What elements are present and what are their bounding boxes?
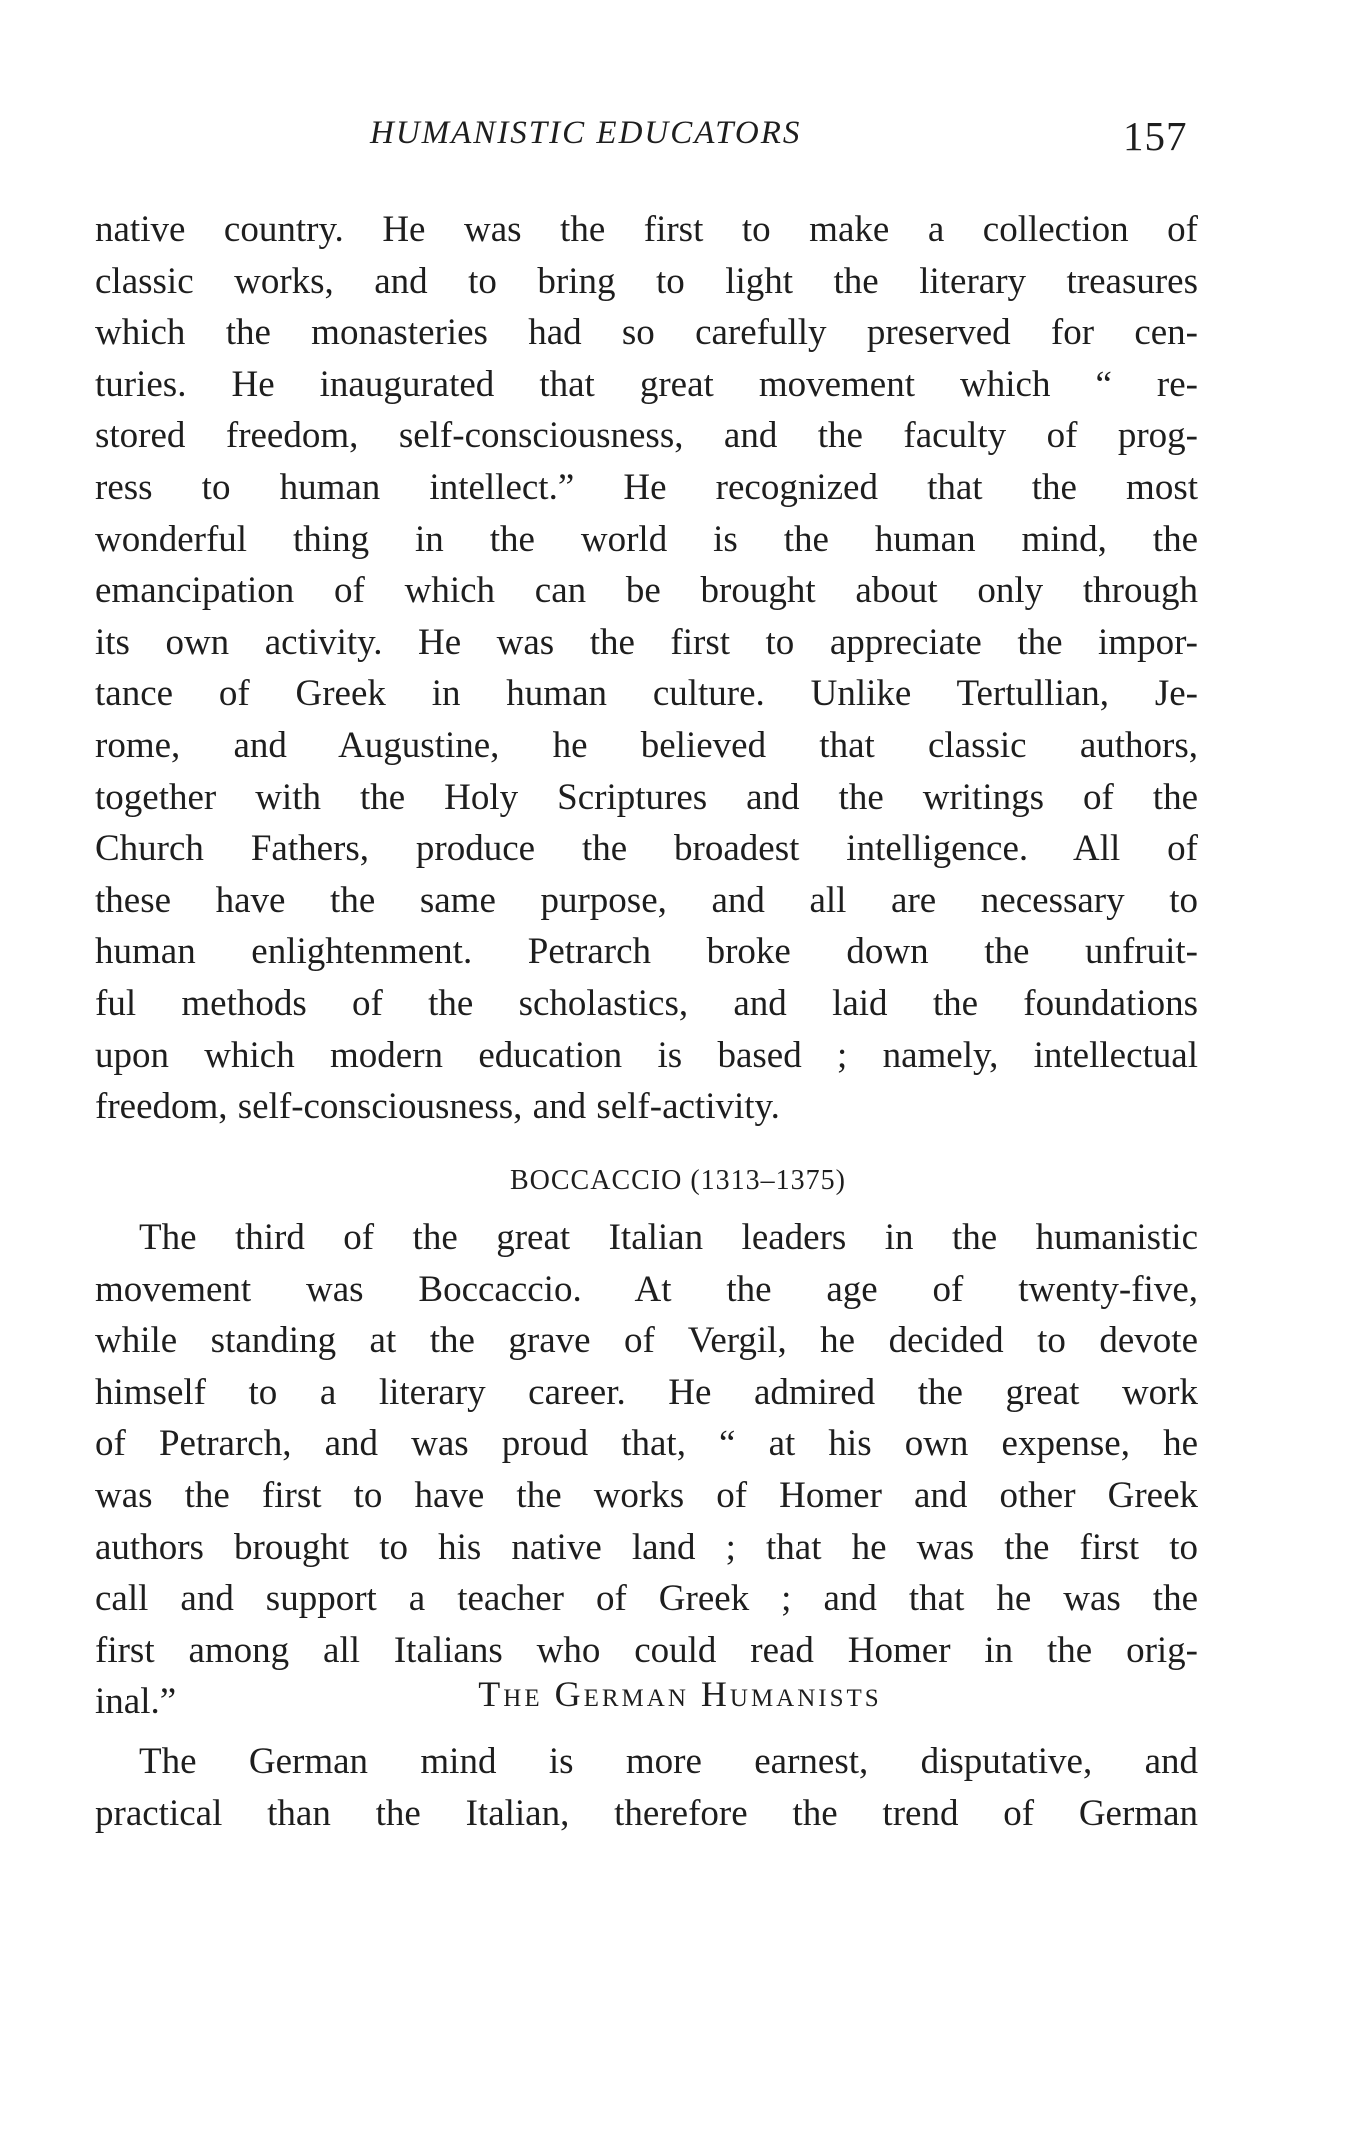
text-line: together with the Holy Scriptures and the writings of the xyxy=(95,776,1198,818)
paragraph-boccaccio xyxy=(95,1212,1198,1728)
text-line: authors brought to his native land ; that he was the first to xyxy=(95,1526,1198,1568)
text-line: himself to a literary career. He admired the great work xyxy=(95,1371,1198,1413)
text-line: The third of the great Italian leaders in the humanistic xyxy=(139,1217,1198,1258)
text-line: classic works, and to bring to light the literary treasures xyxy=(95,260,1198,302)
text-line: turies. He inaugurated that great movement which “ re- xyxy=(95,363,1198,405)
text-line: of Petrarch, and was proud that, “ at his own expense, he xyxy=(95,1423,1198,1465)
text-line: freedom, self-consciousness, and self-activity. xyxy=(95,1086,780,1128)
text-line: The German mind is more earnest, disputative, and xyxy=(139,1741,1198,1782)
text-line: ful methods of the scholastics, and laid the foundations xyxy=(95,982,1198,1024)
paragraph-german-humanists xyxy=(95,1736,1198,1839)
page-number: 157 xyxy=(1123,113,1188,159)
text-line: human enlightenment. Petrarch broke down the unfruit- xyxy=(95,931,1198,973)
text-line: first among all Italians who could read Homer in the orig- xyxy=(95,1629,1198,1671)
text-line: wonderful thing in the world is the human mind, the xyxy=(95,518,1198,560)
text-line: movement was Boccaccio. At the age of twenty-five, xyxy=(95,1268,1198,1310)
text-line: stored freedom, self-consciousness, and the faculty of prog- xyxy=(95,415,1198,457)
text-line: was the first to have the works of Homer and other Greek xyxy=(95,1474,1198,1516)
text-line: while standing at the grave of Vergil, he decided to devote xyxy=(95,1320,1198,1362)
running-title: HUMANISTIC EDUCATORS xyxy=(370,115,802,151)
text-line: Church Fathers, produce the broadest intelligence. All of xyxy=(95,828,1198,870)
text-line: its own activity. He was the first to appreciate the impor- xyxy=(95,621,1198,663)
text-line: tance of Greek in human culture. Unlike Tertullian, Je- xyxy=(95,673,1198,715)
section-heading-boccaccio: BOCCACCIO (1313–1375) xyxy=(509,1165,846,1196)
text-line: which the monasteries had so carefully preserved for cen- xyxy=(95,312,1198,354)
paragraph-petrarch-continued xyxy=(95,204,1198,1133)
text-line: these have the same purpose, and all are necessary to xyxy=(95,879,1198,921)
text-line: upon which modern education is based ; namely, intellectual xyxy=(95,1034,1198,1076)
text-line: emancipation of which can be brought about only through xyxy=(95,570,1198,612)
text-line: inal.” xyxy=(95,1681,177,1723)
text-line: native country. He was the first to make a collection of xyxy=(95,209,1198,250)
section-heading-german-humanists: The German Humanists xyxy=(478,1674,882,1714)
text-line: practical than the Italian, therefore the trend of German xyxy=(95,1792,1198,1834)
text-line: call and support a teacher of Greek ; and that he was the xyxy=(95,1578,1198,1620)
text-line: rome, and Augustine, he believed that classic authors, xyxy=(95,724,1198,766)
text-line: ress to human intellect.” He recognized that the most xyxy=(95,466,1198,508)
